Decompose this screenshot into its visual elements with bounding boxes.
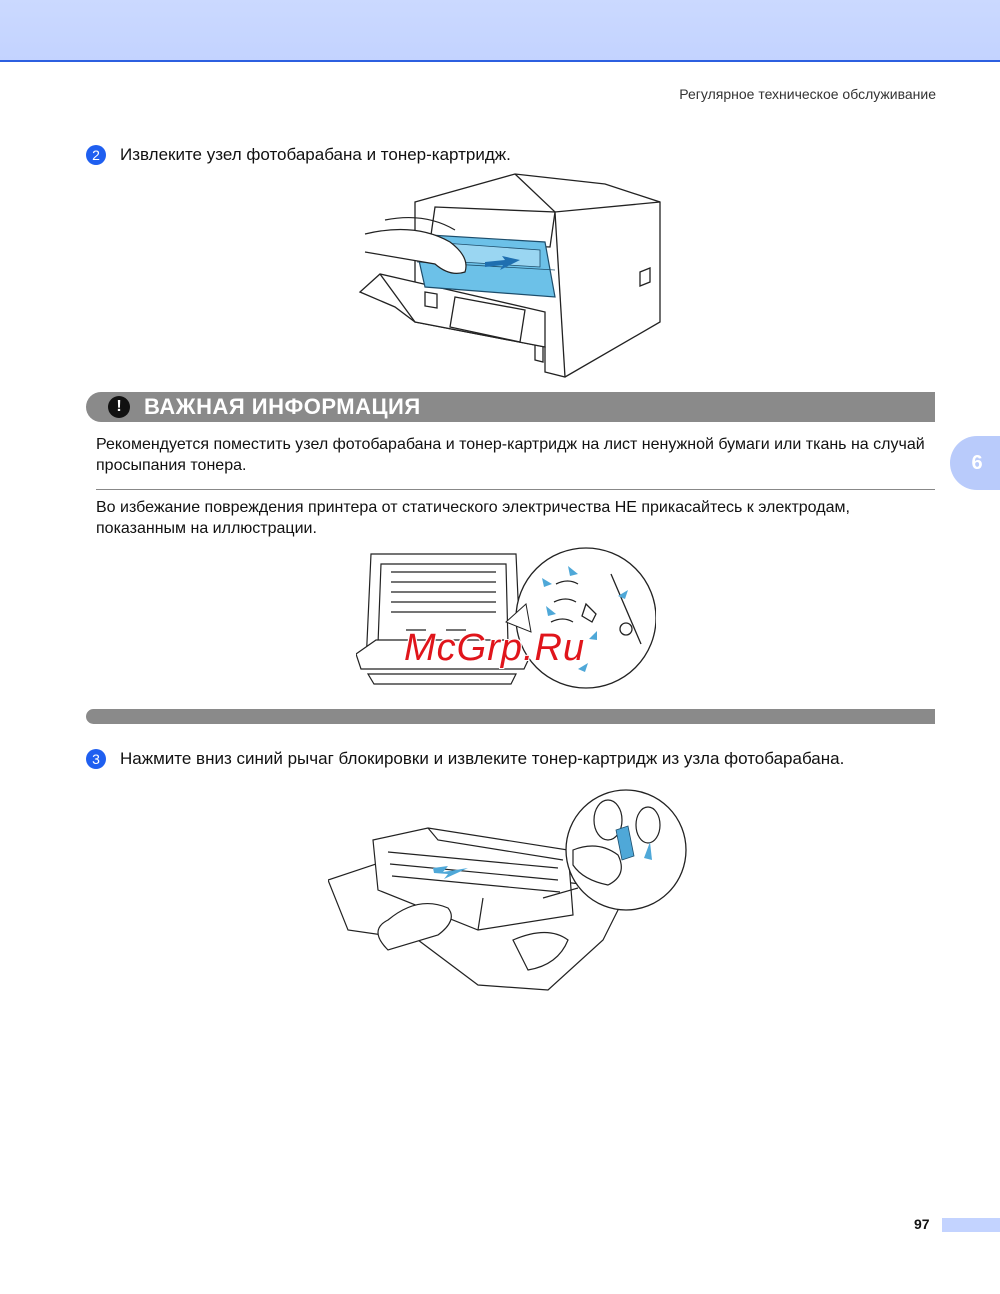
important-info-banner (86, 392, 935, 422)
watermark: McGrp.Ru (404, 627, 586, 669)
important-info-title: ВАЖНАЯ ИНФОРМАЦИЯ (144, 394, 421, 419)
step-3 (86, 749, 844, 769)
top-header-band (0, 0, 1000, 62)
important-paragraph-2: Во избежание повреждения принтера от статического электричества НЕ прикасайтесь к электродам, показанным на иллюстрации. (96, 499, 850, 537)
toner-cartridge-removal-illustration (328, 780, 698, 995)
step-number-badge: 3 (86, 749, 106, 769)
important-info-end-bar (86, 709, 935, 724)
running-header: Регулярное техническое обслуживание (679, 86, 936, 102)
step-text: Нажмите вниз синий рычаг блокировки и извлеките тонер-картридж из узла фотобарабана. (120, 749, 845, 768)
printer-drum-removal-illustration (355, 172, 665, 382)
step-2 (86, 145, 511, 165)
step-text: Извлеките узел фотобарабана и тонер-картридж. (120, 145, 511, 164)
chapter-tab: 6 (950, 436, 1000, 490)
page-number-tab (942, 1218, 1000, 1232)
step-number-badge: 2 (86, 145, 106, 165)
exclamation-icon: ! (108, 396, 130, 418)
paragraph-divider (96, 489, 935, 490)
important-paragraph-1: Рекомендуется поместить узел фотобарабана и тонер-картридж на лист ненужной бумаги или ткань на случай просыпания тонера. (96, 436, 925, 474)
page-number: 97 (914, 1216, 930, 1232)
